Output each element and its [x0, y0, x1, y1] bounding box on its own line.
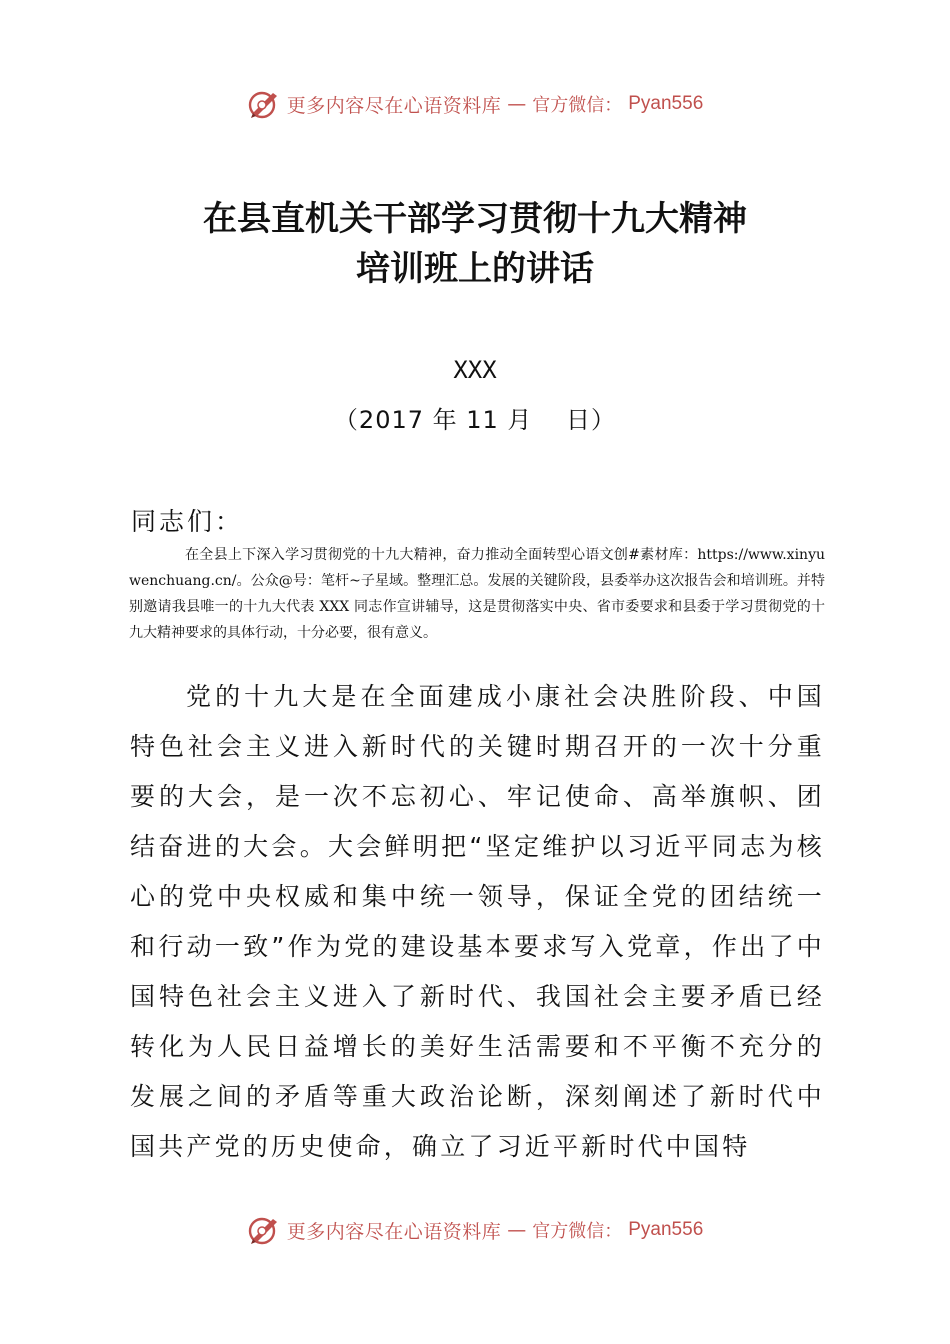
- greeting: 同志们：: [131, 507, 244, 536]
- watermark-wechat-label: 官方微信：: [532, 1221, 623, 1242]
- author-name: XXX: [453, 356, 497, 384]
- watermark-wechat-id: Pyan556: [628, 93, 704, 114]
- header-watermark: [0, 84, 950, 124]
- speech-date: （2017 年 11 月 日）: [333, 406, 617, 434]
- watermark-text: 更多内容尽在心语资料库: [286, 94, 502, 117]
- watermark-dash: —: [507, 93, 527, 115]
- document-title-line-2: 培训班上的讲话: [356, 249, 594, 289]
- intro-paragraph: 在全县上下深入学习贯彻党的十九大精神，奋力推动全面转型心语文创#素材库：https://www.xinyuwenchuang.cn/。公众@号：笔杆~子星域。整理汇总。发展的关键阶段，县委举办这次报告会和培训班。并特别邀请我县唯一的十九大代表 XXX 同志作宣讲辅导，这是贯彻落实中央、省市委要求和县委于学习贯彻党的十九大精神要求的具体行动，十分必要，很有意义。: [129, 547, 825, 641]
- main-paragraph: 党的十九大是在全面建成小康社会决胜阶段、中国特色社会主义进入新时代的关键时期召开的一次十分重要的大会，是一次不忘初心、牢记使命、高举旗帜、团结奋进的大会。大会鲜明把“坚定维护以习近平同志为核心的党中央权威和集中统一领导，保证全党的团结统一和行动一致”作为党的建设基本要求写入党章，作出了中国特色社会主义进入了新时代、我国社会主要矛盾已经转化为人民日益增长的美好生活需要和不平衡不充分的发展之间的矛盾等重大政治论断，深刻阐述了新时代中国共产党的历史使命，确立了习近平新时代中国特: [130, 682, 825, 1161]
- watermark-text: 更多内容尽在心语资料库: [286, 1220, 502, 1243]
- pen-logo-icon: [247, 87, 281, 121]
- watermark-dash: —: [507, 1219, 527, 1241]
- footer-watermark: [0, 1210, 950, 1250]
- watermark-wechat-label: 官方微信：: [532, 95, 623, 116]
- document-title-line-1: 在县直机关干部学习贯彻十九大精神: [203, 199, 747, 239]
- watermark-wechat-id: Pyan556: [628, 1219, 704, 1240]
- pen-logo-icon: [247, 1213, 281, 1247]
